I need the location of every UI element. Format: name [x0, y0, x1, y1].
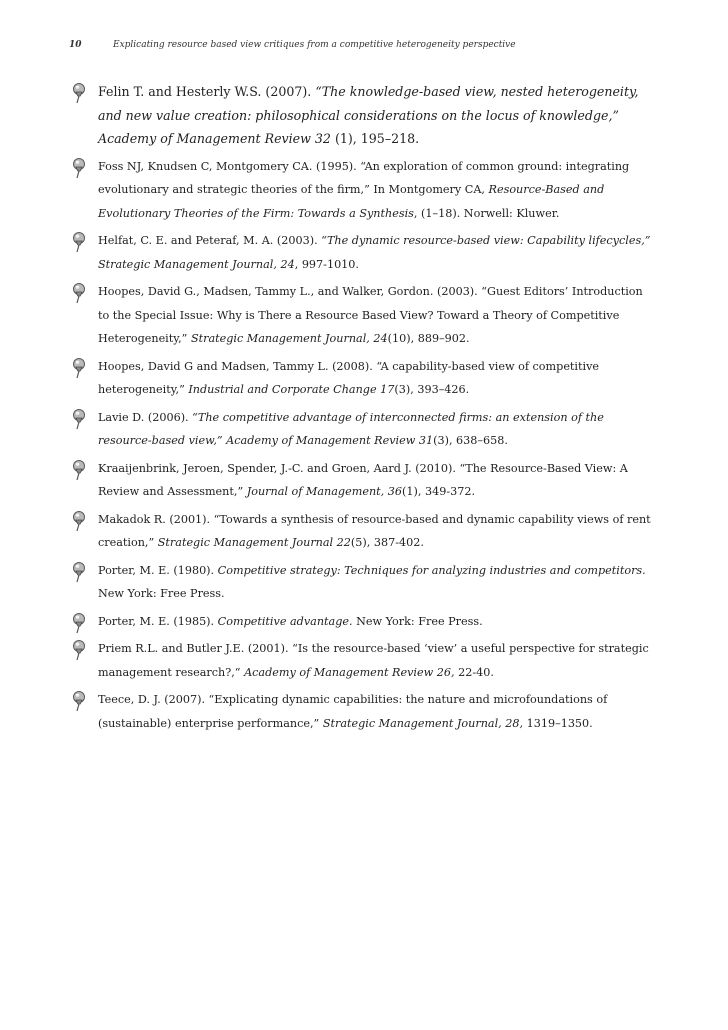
pushpin-icon: [72, 408, 86, 430]
ref-italic: “The competitive advantage of interconnected firms: an extension of the resource-based view,” Academy of Management Review 31: [98, 410, 604, 447]
ref-text: Porter, M. E. (1980).: [98, 563, 218, 577]
ref-text: Priem R.L. and Butler J.E. (2001). “Is the resource-based ‘view’ a useful perspective for strategic management research?,“: [98, 642, 649, 679]
ref-text: Makadok R. (2001). “Towards a synthesis of resource-based and dynamic capability views of rent creation,”: [98, 512, 651, 549]
reference-item: [72, 637, 652, 684]
reference-item: [72, 280, 652, 351]
ref-text: 22-40.: [454, 665, 494, 679]
reference-item: [72, 80, 652, 151]
pushpin-icon: [72, 639, 86, 661]
pushpin-icon: [72, 561, 86, 583]
ref-text: Porter, M. E. (1985).: [98, 614, 218, 628]
reference-item: [72, 229, 652, 276]
ref-italic: Competitive strategy: Techniques for analyzing industries and competitors.: [217, 563, 646, 577]
ref-italic: Industrial and Corporate Change 17: [188, 383, 395, 396]
ref-italic: Competitive advantage.: [217, 614, 353, 628]
running-header: [69, 40, 669, 56]
ref-italic: “The dynamic resource-based view: Capability lifecycles,” Strategic Management Journal, 24: [98, 234, 651, 271]
reference-list: [72, 80, 652, 739]
ref-text: Hoopes, David G., Madsen, Tammy L., and Walker, Gordon. (2003). “Guest Editors’ Introduction to the Special Issue: Why is There a Resource Based View? Toward a Theory of Competitive Heterogeneity,”: [98, 285, 643, 345]
ref-italic: Resource-Based and Evolutionary Theories of the Firm: Towards a Synthesis: [98, 183, 605, 220]
ref-italic: Strategic Management Journal, 24: [190, 332, 388, 345]
ref-text: (3), 638–658.: [433, 434, 508, 447]
ref-text: (10), 889–902.: [387, 332, 470, 345]
reference-item: [72, 688, 652, 735]
ref-text: Foss NJ, Knudsen C, Montgomery CA. (1995). “An exploration of common ground: integrating evolutionary and strategic theories of the firm,” In Montgomery CA,: [98, 159, 630, 196]
ref-text: New York: Free Press.: [352, 614, 483, 628]
ref-text: Helfat, C. E. and Peteraf, M. A. (2003).: [98, 234, 322, 247]
ref-italic: “The knowledge-based view, nested heterogeneity, and new value creation: philosophical considerations on the locus of knowledge,” Academy of Management Review 32: [98, 84, 639, 146]
reference-item: [72, 355, 652, 402]
ref-italic: Strategic Management Journal 22: [157, 536, 351, 549]
reference-item: [72, 457, 652, 504]
pushpin-icon: [72, 459, 86, 481]
ref-text: , (1–18). Norwell: Kluwer.: [413, 206, 560, 220]
ref-text: Felin T. and Hesterly W.S. (2007).: [98, 84, 316, 99]
running-title: Explicating resource based view critiques from a competitive heterogeneity perspective: [113, 40, 516, 50]
ref-text: Lavie D. (2006).: [98, 410, 193, 424]
pushpin-icon: [72, 282, 86, 304]
pushpin-icon: [72, 612, 86, 634]
reference-item: [72, 155, 652, 226]
ref-text: Kraaijenbrink, Jeroen, Spender, J.-C. and Groen, Aard J. (2010). “The Resource-Based View: A Review and Assessment,”: [98, 461, 628, 498]
pushpin-icon: [72, 82, 86, 104]
reference-item: [72, 559, 652, 606]
page-number: 10: [69, 40, 82, 50]
reference-item: [72, 508, 652, 555]
ref-text: 1319–1350.: [523, 716, 593, 730]
pushpin-icon: [72, 357, 86, 379]
ref-text: (1), 349-372.: [402, 485, 476, 498]
ref-text: Teece, D. J. (2007). “Explicating dynamic capabilities: the nature and microfoundations of (sustainable) enterprise performance,”: [98, 693, 608, 730]
ref-italic: Journal of Management, 36: [246, 485, 402, 498]
ref-italic: Academy of Management Review 26,: [244, 665, 455, 679]
reference-item: [72, 406, 652, 453]
pushpin-icon: [72, 510, 86, 532]
ref-text: (3), 393–426.: [394, 383, 470, 396]
reference-item: [72, 610, 652, 634]
pushpin-icon: [72, 157, 86, 179]
ref-text: New York: Free Press.: [98, 587, 225, 600]
ref-italic: Strategic Management Journal, 28,: [322, 716, 524, 730]
pushpin-icon: [72, 231, 86, 253]
ref-text: (5), 387-402.: [350, 536, 424, 549]
ref-text: Hoopes, David G and Madsen, Tammy L. (2008). “A capability-based view of competitive heterogeneity,”: [98, 359, 600, 396]
ref-text: , 997-1010.: [294, 257, 359, 271]
ref-text: (1), 195–218.: [330, 131, 420, 146]
pushpin-icon: [72, 690, 86, 712]
